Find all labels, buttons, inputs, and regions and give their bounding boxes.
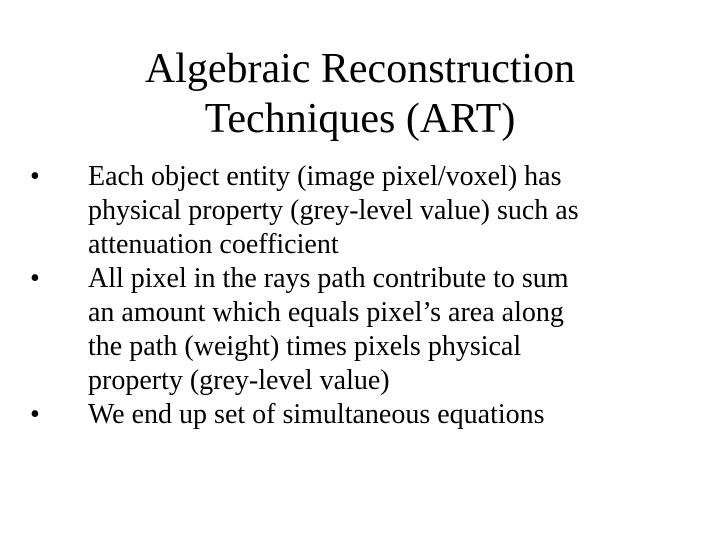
- bullet-item: [30, 160, 690, 262]
- bullet-text-line: the path (weight) times pixels physical: [88, 331, 522, 362]
- bullet-text-line: Each object entity (image pixel/voxel) has: [88, 161, 562, 192]
- title-line: Techniques (ART): [204, 96, 516, 142]
- bullet-text-line: an amount which equals pixel’s area along: [88, 297, 564, 328]
- bullet-text-line: All pixel in the rays path contribute to sum: [88, 263, 569, 294]
- bullet-dot-icon: •: [30, 399, 40, 430]
- bullet-dot-icon: •: [30, 263, 40, 294]
- slide-title: [60, 44, 660, 144]
- bullet-item: [30, 262, 690, 398]
- bullet-text-line: attenuation coefficient: [88, 229, 339, 260]
- bullet-text-line: We end up set of simultaneous equations: [88, 399, 545, 430]
- bullet-dot-icon: •: [30, 161, 40, 192]
- bullet-item: [30, 398, 690, 432]
- bullet-list: [30, 160, 690, 432]
- title-line: Algebraic Reconstruction: [144, 46, 576, 92]
- bullet-text-line: property (grey-level value): [88, 365, 390, 396]
- bullet-text-line: physical property (grey-level value) such as: [88, 195, 579, 226]
